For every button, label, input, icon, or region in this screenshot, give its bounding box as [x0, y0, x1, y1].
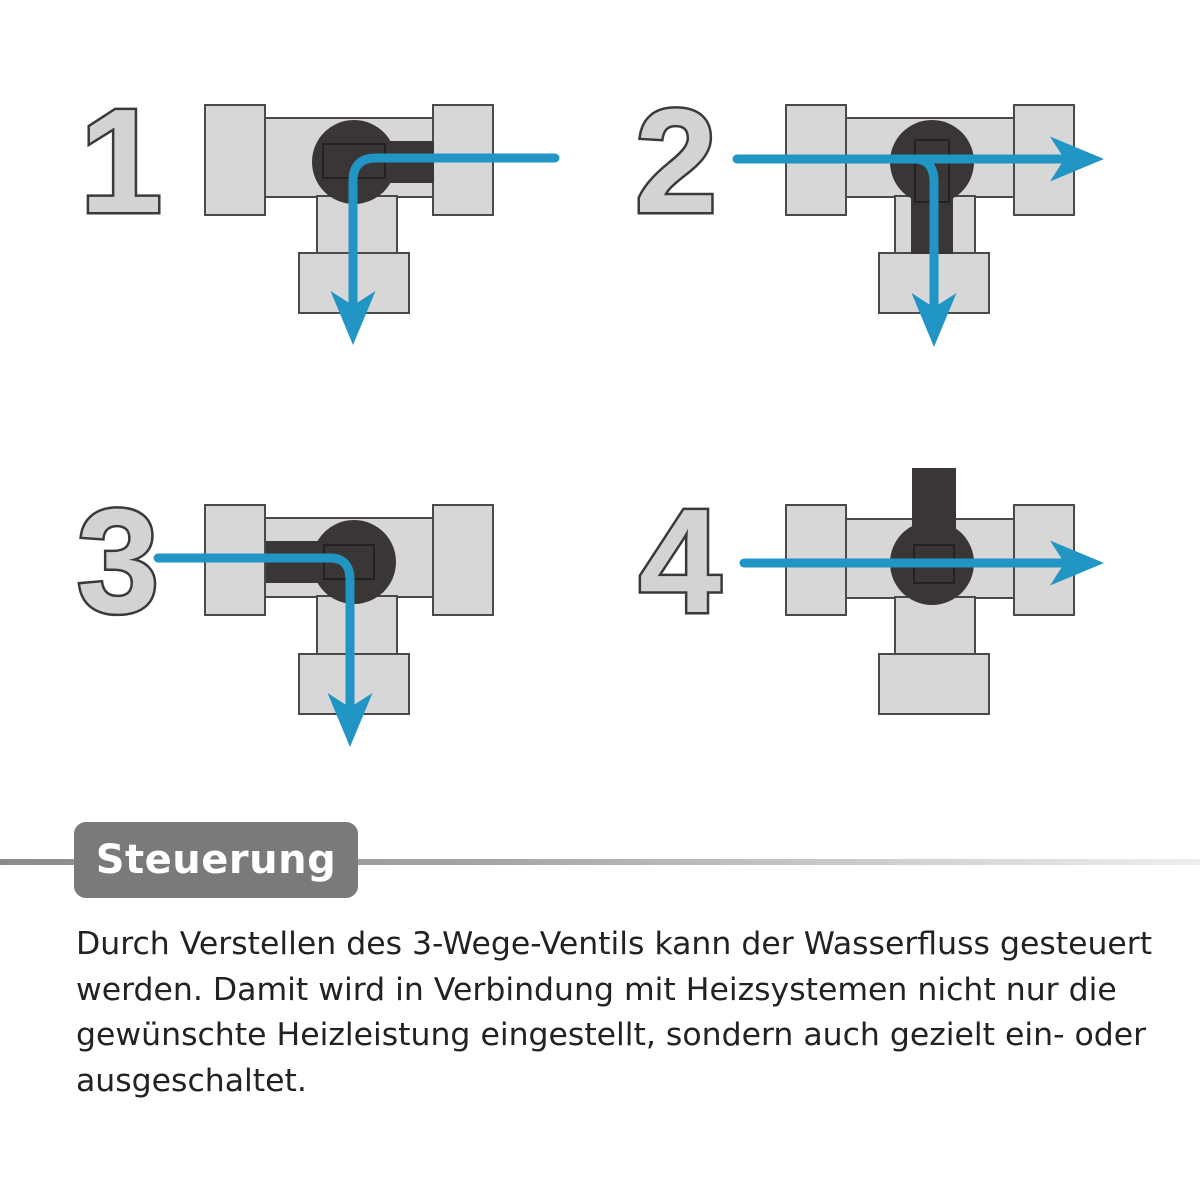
- diagram-2: [635, 79, 1077, 320]
- step-number-4: 4: [638, 479, 722, 644]
- step-number-1: 1: [79, 79, 163, 244]
- section-title: Steuerung: [74, 822, 358, 898]
- valve-plug-icon: [890, 468, 974, 605]
- section-description: Durch Verstellen des 3-Wege-Ventils kann der Wasserfluss gesteuert werden. Damit wird in Verbindung mit Heizsystemen nicht nur die gewünschte Heizleistung eingestellt, sondern auch gezielt ein- oder ausgeschaltet.: [76, 926, 1153, 1099]
- step-number-2: 2: [634, 79, 718, 244]
- diagram-4: [639, 468, 1077, 714]
- diagram-1: [80, 79, 555, 318]
- diagram-3: [77, 479, 493, 720]
- step-number-3: 3: [76, 479, 160, 644]
